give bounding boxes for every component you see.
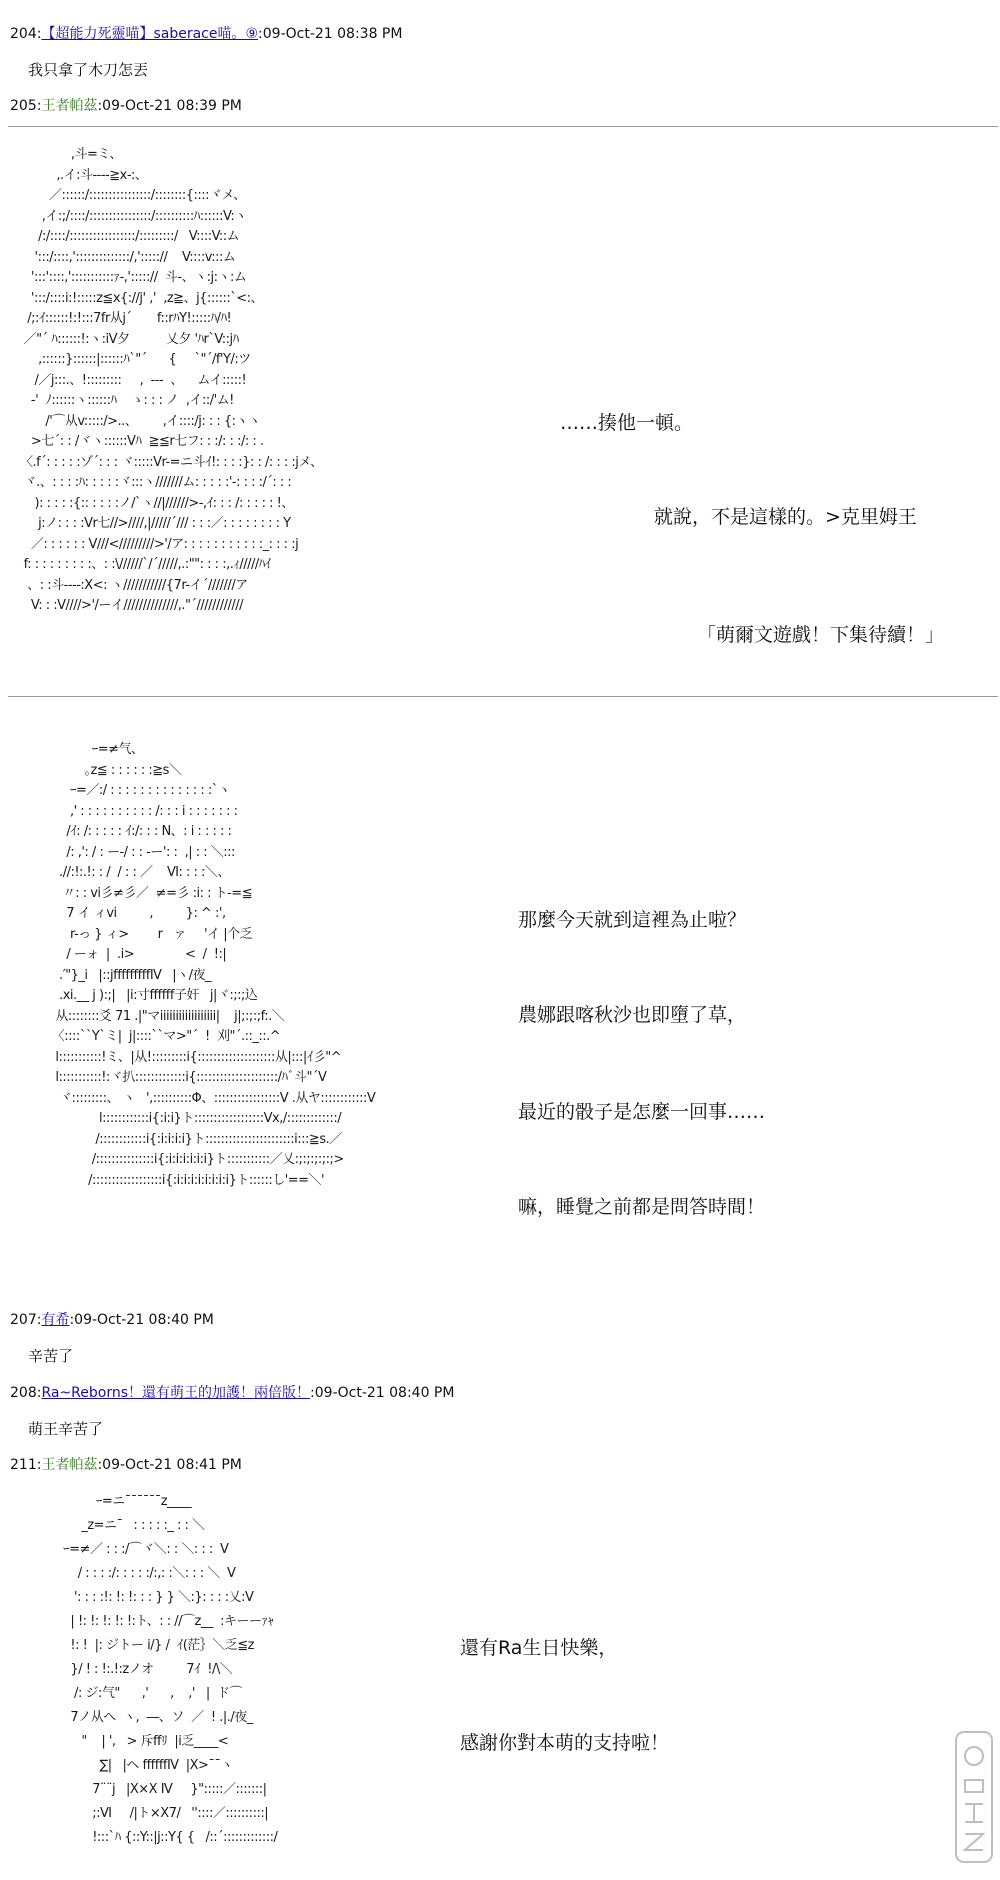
post-number: 205:	[10, 98, 42, 114]
post-header-204	[10, 25, 402, 43]
poster-name-link[interactable]: 【超能力死靈喵】saberace喵。⑨	[41, 26, 259, 42]
dialogue-line: 那麼今天就到這裡為止啦？	[518, 909, 747, 931]
post-date: :09-Oct-21 08:41 PM	[97, 1457, 242, 1473]
ascii-art-scene-3: ｰ=ニ¯¯¯¯¯¯z____ _z=ニ¯ : : : : :_ : : ＼ ｰ=≠／ : : :/⌒ヾ＼: : ＼: : : V / : : : :/: : : : :/:,: :＼: : : ＼ V ': : : :!: !: !: : : } } ＼:}: : : :乂:V | !: !: !: !: !:ト、: : //⌒z__ :キーーｧｬ !: ! |: ジトー i/} / ｲ(茫｝＼乏≦z }/ ! : !:.!:zノオ 7ｲ !/\＼ /: ジ:气" ,' , ,' | ド⌒ 7ノ从へ ヽ, ―、ソ ／ ! .|./夜_ " | ', > 斥ffﾘ |i乏____< ∑| |ヘ ffffffⅣ |X>¯¯ヽ 7¨¨j |X×X Ⅳ }":::::／:::::::| ;:Ⅵ /|ト×X7/ ''::::／::::::::::| !:::`ﾊ {::Y::|j::Y{ { /::´:::::::::::::/	[63, 1494, 278, 1845]
post-header-207	[10, 1311, 214, 1329]
dialogue-line: 最近的骰子是怎麼一回事……	[518, 1101, 766, 1123]
post-number: 208:	[10, 1385, 42, 1401]
dialogue-line: 還有Ra生日快樂，	[460, 1637, 618, 1659]
post-body-204: 我只拿了木刀怎丟	[28, 61, 149, 79]
post-date: :09-Oct-21 08:40 PM	[310, 1385, 455, 1401]
post-number: 211:	[10, 1457, 42, 1473]
poster-name: 王者帕茲	[41, 1457, 98, 1473]
post-header-205	[10, 97, 242, 115]
post-body-208: 萌王辛苦了	[28, 1420, 104, 1438]
dialogue-line: 「萌爾文遊戲！下集待續！」	[697, 624, 945, 646]
dialogue-line: 就說，不是這樣的。>克里姆王	[654, 506, 917, 528]
dialogue-line: 感謝你對本萌的支持啦！	[460, 1732, 670, 1754]
dialogue-line: 農娜跟喀秋沙也即墮了草，	[518, 1004, 747, 1026]
post-date: :09-Oct-21 08:38 PM	[258, 26, 403, 42]
poster-name: 王者帕茲	[41, 98, 98, 114]
poster-name-link[interactable]: 有希	[41, 1312, 70, 1328]
dialogue-line: ……揍他一頓。	[560, 412, 694, 434]
dmzj-watermark-logo	[952, 1722, 996, 1872]
post-body-207: 辛苦了	[28, 1347, 74, 1365]
ascii-art-scene-1: ,斗=ミ、 ,.イ:斗----≧x-:、 ／::::::/::::::::::::::::/::::::::{::::ヾメ、 ,イ:;/::::/::::::::::::::::/::::::::::ﾊ::::::V:ヽ /:/::::/:::::::::::::::::/:::::::::/ V::::V::ム ':::/::::,'::::::::::::::/,':::::// V::::v:::ム ':::'::::,':::::::::::ｧ-,':::::// 斗-、ヽ:j:ヽ:ム ':::/::::i:!:::::z≦x{://j' ,' ,z≧、j{::::::`<:、 /;:ｲ::::::!:!:::7fr从j´ f::rﾊY!:::::ﾊ/ﾊ! ／"´ ﾊ::::::!:ヽ:iV夕 乂夕 'ﾊr`V::jﾊ ,::::::}::::::|::::::ﾊ`"´ { `"´/f'Y/:ツ /／j:::.、!::::::::: , --- 、 ムイ:::::! -' ﾉ::::::ヽ::::::ﾊ ゝ: : : ノ ,イ::/'ム! /'⌒从v:::::/>..、 ,イ::::/j: : : {:ヽヽ >七´: : /ヾヽ::::::Vﾊ ≧≦r七フ: : :/: : :/: : . 〈.f´: : : : :ゾ´: : : ヾ:::::Vr-=ニ斗ｲ!: : : :}: : /: : : :jメ、 ヾ.、: : : :ﾊ: : : : :ヾ:::ヽ///////ム: : : : :'-: : : :/´: : : ): : : : :{:: : : : :ノ/`ヽ//|//////>-,ｲ: : : /: : : : : !、 j:ノ: : : :Vr七//>////,|/////´/// : : :／: : : : : : : : Y ／: : : : : : V///</////////>'/ア: : : : : : : : : : :_: : : :j f: : : : : : : : :、: :\//////`/´/////,.:"": : : :,.ｨ/////ﾊｲ 、: :斗----:X<: ヽ///////////{7r-イ´///////ア V: : :V////>'/ーイ//////////////,."´////////////	[20, 147, 323, 613]
post-header-208	[10, 1384, 454, 1402]
post-date: :09-Oct-21 08:39 PM	[97, 98, 242, 114]
divider	[8, 126, 998, 127]
post-number: 204:	[10, 26, 42, 42]
dialogue-line: 嘛，睡覺之前都是問答時間！	[518, 1196, 766, 1218]
post-number: 207:	[10, 1312, 42, 1328]
post-date: :09-Oct-21 08:40 PM	[69, 1312, 214, 1328]
divider	[8, 696, 998, 697]
poster-name-link[interactable]: Ra~Reborns！還有萌王的加護！兩倍版！	[41, 1385, 311, 1401]
post-header-211	[10, 1456, 242, 1474]
ascii-art-scene-2: ｰ=≠气、 ｡z≦ : : : : : :≧s＼ ｰ=／:/ : : : : : : : : : : : : : :`ヽ ,' : : : : : : : : : : /: : : i : : : : : : : /ｲ: /: : : : : ｲ:/: : : N、: i : : : : : /: ,': / : ー-/ : : -ー': : ,| : : ＼::: .//:!:.!: : / / : : ／ Ⅵ: : : :＼、 〃: : vi彡≠彡／ ≠=彡 :i: : ト-=≦ 7 イ ィvi , }: ^ :', r-っ } ィ> r ァ 'イ |个乏 / ーォ | .i> < / !:| .′"}_i |::jfffffffffⅣ |ヽ/夜_ .xi.__ j ):;| |i:寸ffffff子奸 j|ヾ:;:;込 从::::::::爻 71 .|"マiiiiiiiiiiiiiiiiii| j|;:;:;f:.＼ 〈::::``Y`ミ| j|::::``マ>"´ ! 刈"´.::_::.^ l:::::::::::!ミ、|从!:::::::::i{::::::::::::::::::::从|:::|ｲ彡"^ l:::::::::::!:ヾ扒:::::::::::::i{:::::::::::::::::::::/ﾊﾞ斗"´V ヾ:::::::::、 ヽ ',::::::::::Φ、:::::::::::::::::V .从ヤ::::::::::::V l::::::::::::i{:i:i}ト::::::::::::::::::Vx,/:::::::::::::/ /::::::::::::i{:i:i:i:i}ト:::::::::::::::::::::::i:::≧s.／ /:::::::::::::::i{:i:i:i:i:i:i}ト:::::::::::／乂:;:;:;:;:;> /::::::::::::::::::i{:i:i:i:i:i:i:i:i}ト::::::し'==＼'	[51, 742, 376, 1188]
